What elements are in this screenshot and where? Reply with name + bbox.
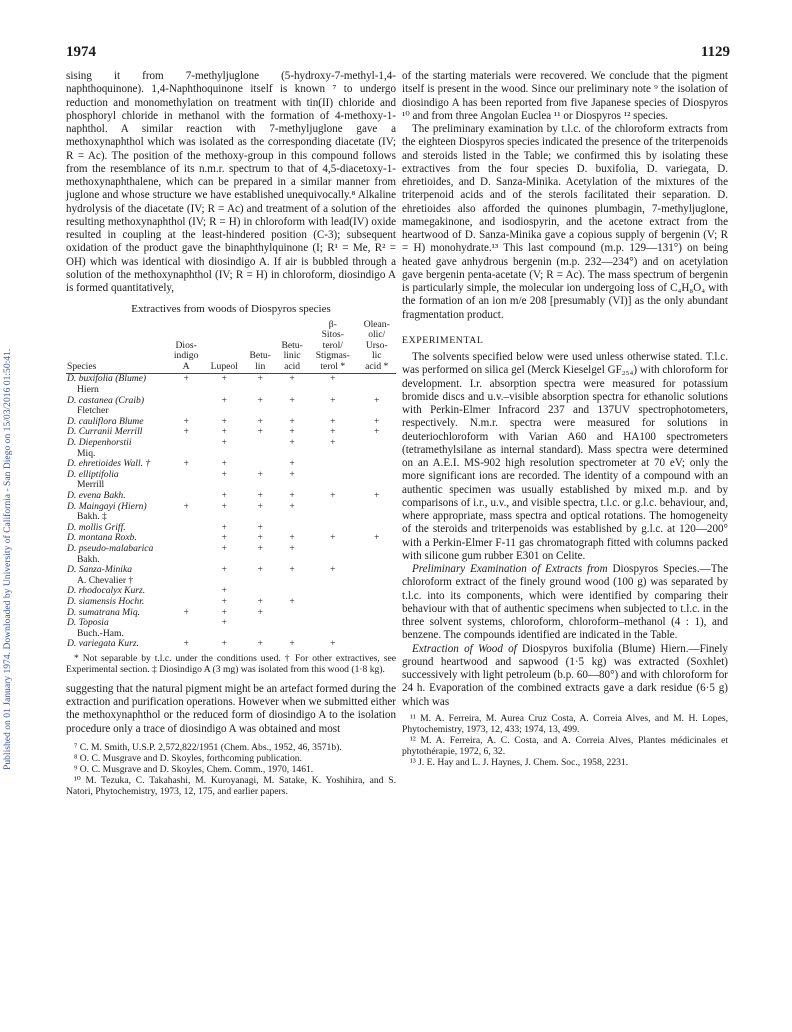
presence-cell: +: [221, 458, 227, 470]
presence-cell: [244, 618, 276, 639]
presence-cell: +: [289, 490, 295, 501]
presence-cell: +: [374, 415, 380, 427]
right-paragraph-1: of the starting materials were recovered. We conclude that the pigment itself is present in the wood. Since our preliminary note ⁹ the isolation of diosindigo A has been reported from five Japanese species of Diospyros ¹⁰ and from three Angolan Euclea ¹¹ or Diospyros ¹² species.: [402, 70, 728, 122]
species-name: D. ehretioides Wall. †: [67, 458, 151, 470]
presence-cell: +: [257, 595, 263, 607]
presence-cell: +: [257, 490, 263, 501]
species-name: D. rhodocalyx Kurz.: [67, 585, 146, 597]
presence-cell: +: [289, 415, 295, 427]
species-cell: [66, 639, 168, 650]
presence-cell: +: [257, 468, 263, 480]
right-paragraph-5-text: —Finely ground heartwood and sapwood (1·5 kg) was extracted (Soxhlet) successively with light petroleum (b.p. 60—80°) and with chloroform for 24 h. Evaporation of the combined extracts gave a dark residue (6·5 g) which was: [402, 642, 728, 708]
species-cell: [66, 396, 168, 417]
presence-cell: +: [374, 426, 380, 438]
presence-cell: [358, 470, 397, 491]
species-cell: [66, 618, 168, 639]
presence-cell: [358, 438, 397, 459]
page-number: 1129: [700, 44, 730, 60]
table-row: [66, 639, 396, 650]
species-authority: Hiern: [77, 384, 99, 396]
species-cell: [66, 502, 168, 523]
presence-cell: +: [289, 468, 295, 480]
presence-cell: +: [257, 532, 263, 544]
presence-cell: [168, 586, 204, 597]
presence-cell: +: [257, 521, 263, 533]
presence-cell: +: [221, 437, 227, 449]
presence-cell: +: [221, 394, 227, 406]
presence-cell: +: [257, 426, 263, 438]
presence-cell: +: [257, 564, 263, 576]
presence-cell: +: [289, 458, 295, 470]
species-cell: [66, 565, 168, 586]
table-row: [66, 565, 396, 586]
right-paragraph-5: [402, 643, 728, 709]
species-authority: Merrill: [77, 479, 105, 491]
table-header-4: Betu- linic acid: [276, 320, 308, 374]
presence-cell: +: [289, 373, 295, 385]
presence-cell: [308, 618, 357, 639]
presence-cell: +: [221, 595, 227, 607]
presence-cell: +: [257, 638, 263, 650]
presence-cell: +: [183, 373, 189, 385]
table-header-6: Olean- olic/ Urso- lic acid *: [358, 320, 397, 374]
left-paragraph-2: suggesting that the natural pigment might be an artefact formed during the extraction and purification operations. However when we submitted either the methoxynaphthol or the reduced form of diosindigo A to the isolation procedure only a trace of diosindigo A was obtained and most: [66, 682, 396, 735]
species-name: D. variegata Kurz.: [67, 638, 139, 650]
presence-cell: +: [183, 500, 189, 512]
species-name: D. pseudo-malabarica: [67, 542, 154, 554]
presence-cell: +: [289, 638, 295, 650]
presence-cell: +: [183, 458, 189, 470]
reference-7: ⁷ C. M. Smith, U.S.P. 2,572,822/1951 (Chem. Abs., 1952, 46, 3571b).: [74, 741, 342, 753]
species-cell: [66, 470, 168, 491]
reference-12: ¹² M. A. Ferreira, A. C. Costa, and A. Correia Alves, Plantes médicinales et phytothérapie, 1972, 6, 32.: [402, 734, 728, 757]
presence-cell: [358, 374, 397, 396]
extractives-table: [66, 320, 396, 650]
presence-cell: +: [221, 606, 227, 618]
table-row: [66, 618, 396, 639]
subsection-heading-preliminary: Preliminary Examination of Extracts from: [412, 563, 608, 575]
presence-cell: +: [221, 638, 227, 650]
presence-cell: [168, 470, 204, 491]
presence-cell: [308, 502, 357, 523]
presence-cell: +: [221, 542, 227, 554]
section-heading-experimental: EXPERIMENTAL: [402, 334, 484, 346]
table-header-3: Betu- lin: [244, 320, 276, 374]
species-authority: Bakh. ‡: [77, 511, 107, 523]
species-name: D. elliptifolia: [67, 468, 119, 480]
presence-cell: +: [221, 490, 227, 501]
table-row: [66, 502, 396, 523]
species-name: D. castanea (Craib): [67, 394, 145, 406]
presence-cell: [358, 459, 397, 470]
reference-11: ¹¹ M. A. Ferreira, M. Aurea Cruz Costa, A. Correia Alves, and M. H. Lopes, Phytochemistry, 1973, 12, 433; 1974, 13, 499.: [402, 712, 728, 735]
species-name: D. cauliflora Blume: [67, 415, 144, 427]
presence-cell: +: [289, 542, 295, 554]
presence-cell: [358, 502, 397, 523]
species-name: D. siamensis Hochr.: [67, 595, 145, 607]
presence-cell: +: [221, 585, 227, 597]
presence-cell: +: [289, 394, 295, 406]
right-paragraph-2: The preliminary examination by t.l.c. of the chloroform extracts from the eighteen Diospyros species indicated the presence of the triterpenoids and steroids listed in the Table; we confirmed this by isolating these extractives from the four species D. buxifolia, D. variegata, D. ehretioides, and D. Sanza-Minika. Acetylation of the mixtures of the triterpenoid acids and of the sterols facilitated their separation. D. ehretioides also afforded the quinones plumbagin, 7-methyljuglone, mamegakinone, and isodiospyrin, and the acetone extract from the heartwood of D. Sanza-Minika gave a copious supply of bergenin (V; R = H) monohydrate.¹³ This last compound (m.p. 129—131°) on being heated gave anhydrous bergenin (m.p. 232—234°) and on acetylation gave bergenin penta-acetate (V; R = Ac). The mass spectrum of bergenin is particularly simple, the molecular ion undergoing loss of C₄H₈O₄ with the formation of an ion m/e 208 [presumably (VI)] as the only abundant fragmentation product.: [402, 123, 728, 321]
presence-cell: +: [330, 564, 336, 576]
table-row: [66, 470, 396, 491]
table-caption: Extractives from woods of Diospyros species: [131, 303, 331, 316]
presence-cell: +: [183, 426, 189, 438]
left-column: [66, 70, 396, 797]
subsection-heading-extraction-2: Diospyros buxifolia (Blume) Hiern.: [522, 642, 689, 655]
presence-cell: [276, 618, 308, 639]
subsection-heading-preliminary-2: Diospyros Species.: [612, 563, 700, 575]
species-cell: [66, 374, 168, 396]
presence-cell: +: [257, 373, 263, 385]
table-header-1: Dios- indigo A: [168, 320, 204, 374]
presence-cell: [308, 459, 357, 470]
presence-cell: [358, 618, 397, 639]
presence-cell: [168, 491, 204, 502]
presence-cell: +: [257, 542, 263, 554]
reference-10: ¹⁰ M. Tezuka, C. Takahashi, M. Kuroyanagi, M. Satake, K. Yoshihira, and S. Natori, Phytochemistry, 1973, 12, 175, and earlier papers.: [66, 774, 396, 797]
download-watermark-text[interactable]: Published on 01 January 1974. Downloaded by University of California - San Diego on 15/03/2016 01:50:41.: [2, 348, 13, 770]
presence-cell: +: [330, 437, 336, 449]
table-header-5: β- Sitos- terol/ Stigmas- terol *: [308, 320, 357, 374]
presence-cell: +: [183, 415, 189, 427]
right-column: [402, 70, 728, 768]
presence-cell: [244, 438, 276, 459]
presence-cell: +: [221, 415, 227, 427]
presence-cell: +: [289, 426, 295, 438]
species-name: D. mollis Griff.: [67, 521, 126, 533]
presence-cell: [276, 608, 308, 619]
species-name: D. sumatrana Miq.: [67, 606, 141, 618]
presence-cell: [358, 597, 397, 608]
presence-cell: +: [221, 500, 227, 512]
presence-cell: +: [221, 426, 227, 438]
right-references: [402, 713, 728, 768]
table-header-0: Species: [66, 320, 168, 374]
species-authority: A. Chevalier †: [77, 574, 134, 586]
species-cell: [66, 544, 168, 565]
table-header-2: Lupeol: [204, 320, 244, 374]
presence-cell: [168, 523, 204, 534]
table-row: [66, 374, 396, 396]
presence-cell: +: [289, 500, 295, 512]
reference-9: ⁹ O. C. Musgrave and D. Skoyles, Chem. Comm., 1970, 1461.: [74, 763, 314, 775]
species-name: D. Sanza-Minika: [67, 564, 133, 576]
presence-cell: +: [330, 373, 336, 385]
left-references: [66, 742, 396, 797]
presence-cell: +: [183, 606, 189, 618]
presence-cell: +: [374, 394, 380, 406]
presence-cell: [168, 618, 204, 639]
species-authority: Bakh.: [77, 553, 100, 565]
presence-cell: +: [330, 426, 336, 438]
presence-cell: +: [330, 394, 336, 406]
presence-cell: +: [330, 638, 336, 650]
journal-year: 1974: [66, 44, 96, 60]
species-name: D. Toposia: [67, 617, 109, 629]
presence-cell: [308, 544, 357, 565]
left-paragraph-1: sising it from 7-methyljuglone (5-hydroxy-7-methyl-1,4-naphthoquinone). 1,4-Naphthoquinone itself is known ⁷ to undergo reduction and monomethylation on treatment with tin(II) chloride and phosphoryl chloride in methanol with the formation of 4-methoxy-1-naphthol. A similar reaction with 7-methyljuglone gave a methoxynaphthol which was isolated as the corresponding diacetate (IV; R = Ac). The position of the methoxy-group in this compound follows from the resemblance of its n.m.r. spectrum to that of 4,5-diacetoxy-1-methoxynaphthalene, which can be prepared in a similar manner from juglone and whose structure we have established unequivocally.⁸ Alkaline hydrolysis of the diacetate (IV; R = Ac) and treatment of a solution of the resulting methoxynaphthol (IV; R = H) in chloroform with lead(IV) oxide resulted in coupling at the least-hindered position (C-3); subsequent oxidation of the product gave the binaphthylquinone (I; R¹ = Me, R² = OH) which was identical with diosindigo A. If air is bubbled through a solution of the methoxynaphthol (IV; R = H) in chloroform, diosindigo A is formed quantitatively,: [66, 70, 396, 294]
presence-cell: +: [289, 532, 295, 544]
presence-cell: +: [330, 415, 336, 427]
species-name: D. evena Bakh.: [67, 490, 126, 501]
species-authority: Miq.: [77, 447, 96, 459]
species-name: D. buxifolia (Blume): [67, 373, 147, 385]
presence-cell: [358, 639, 397, 650]
presence-cell: +: [221, 373, 227, 385]
presence-cell: +: [330, 532, 336, 544]
presence-cell: +: [257, 394, 263, 406]
presence-cell: +: [289, 437, 295, 449]
presence-cell: +: [374, 490, 380, 501]
presence-cell: +: [221, 564, 227, 576]
presence-cell: +: [183, 638, 189, 650]
species-name: D. Diepenhorstii: [67, 437, 132, 449]
table-row: [66, 396, 396, 417]
table-row: [66, 608, 396, 619]
presence-cell: +: [289, 564, 295, 576]
presence-cell: +: [221, 532, 227, 544]
presence-cell: [308, 586, 357, 597]
species-authority: Fletcher: [77, 405, 109, 417]
reference-13: ¹³ J. E. Hay and L. J. Haynes, J. Chem. Soc., 1958, 2231.: [410, 756, 629, 768]
table-row: [66, 544, 396, 565]
presence-cell: [168, 544, 204, 565]
presence-cell: +: [221, 468, 227, 480]
presence-cell: [168, 438, 204, 459]
presence-cell: +: [330, 490, 336, 501]
download-watermark: [2, 150, 18, 770]
presence-cell: [358, 586, 397, 597]
presence-cell: +: [257, 606, 263, 618]
presence-cell: +: [289, 595, 295, 607]
species-name: D. Maingayi (Hiern): [67, 500, 147, 512]
presence-cell: +: [257, 415, 263, 427]
presence-cell: [168, 396, 204, 417]
species-name: D. montana Roxb.: [67, 532, 137, 544]
presence-cell: +: [374, 532, 380, 544]
presence-cell: [358, 565, 397, 586]
presence-cell: [358, 544, 397, 565]
table-row: [66, 438, 396, 459]
presence-cell: [168, 533, 204, 544]
presence-cell: [308, 470, 357, 491]
presence-cell: [308, 597, 357, 608]
presence-cell: +: [221, 617, 227, 629]
table-footnote: * Not separable by t.l.c. under the conditions used. † For other extractives, see Experimental section. ‡ Diosindigo A (3 mg) was isolated from this wood (1·8 kg).: [66, 652, 396, 675]
right-paragraph-3: The solvents specified below were used unless otherwise stated. T.l.c. was performed on silica gel (Merck Kieselgel GF₂₅₄) with chloroform for development. I.r. absorption spectra were measured for potassium bromide discs and u.v.–visible absorption spectra for ethanolic solutions with Perkin-Elmer Infracord 237 and 137UV spectrophotometers, respectively. N.m.r. spectra were measured for solutions in deuteriochloroform with Varian A60 and HA100 spectrometers (tetramethylsilane as internal standard). Mass spectra were determined on an A.E.I. MS-902 high resolution spectrometer at 70 eV; only the more significant ions are recorded. The identity of a compound with an authentic specimen was usually established by mixed m.p. and by comparisons of i.r., u.v., and visible spectra, t.l.c. or g.l.c. behaviour, and, where appropriate, mass spectra and optical rotations. The homogeneity of the steroids and triterpenoids was established by g.l.c. at 120—200° with a Perkin-Elmer F-11 gas chromatograph fitted with columns packed with silicone gum rubber E301 on Celite.: [402, 351, 728, 562]
right-paragraph-4: [402, 563, 728, 643]
presence-cell: +: [257, 500, 263, 512]
presence-cell: [358, 608, 397, 619]
subsection-heading-extraction: Extraction of Wood of: [412, 642, 517, 655]
presence-cell: [168, 597, 204, 608]
presence-cell: +: [221, 521, 227, 533]
species-cell: [66, 438, 168, 459]
presence-cell: [308, 608, 357, 619]
right-paragraph-4-text: —The chloroform extract of the finely ground wood (100 g) was separated by t.l.c. into its components, which were identified by comparing their behaviour with that of authentic specimens when subjected to t.l.c. in the three solvent systems, chloroform, chloroform–methanol (4 : 1), and benzene. The compounds identified are indicated in the Table.: [402, 563, 728, 642]
species-authority: Buch.-Ham.: [77, 627, 124, 639]
reference-8: ⁸ O. C. Musgrave and D. Skoyles, forthcoming publication.: [74, 752, 302, 764]
presence-cell: [168, 565, 204, 586]
species-name: D. Curranii Merrill: [67, 426, 143, 438]
